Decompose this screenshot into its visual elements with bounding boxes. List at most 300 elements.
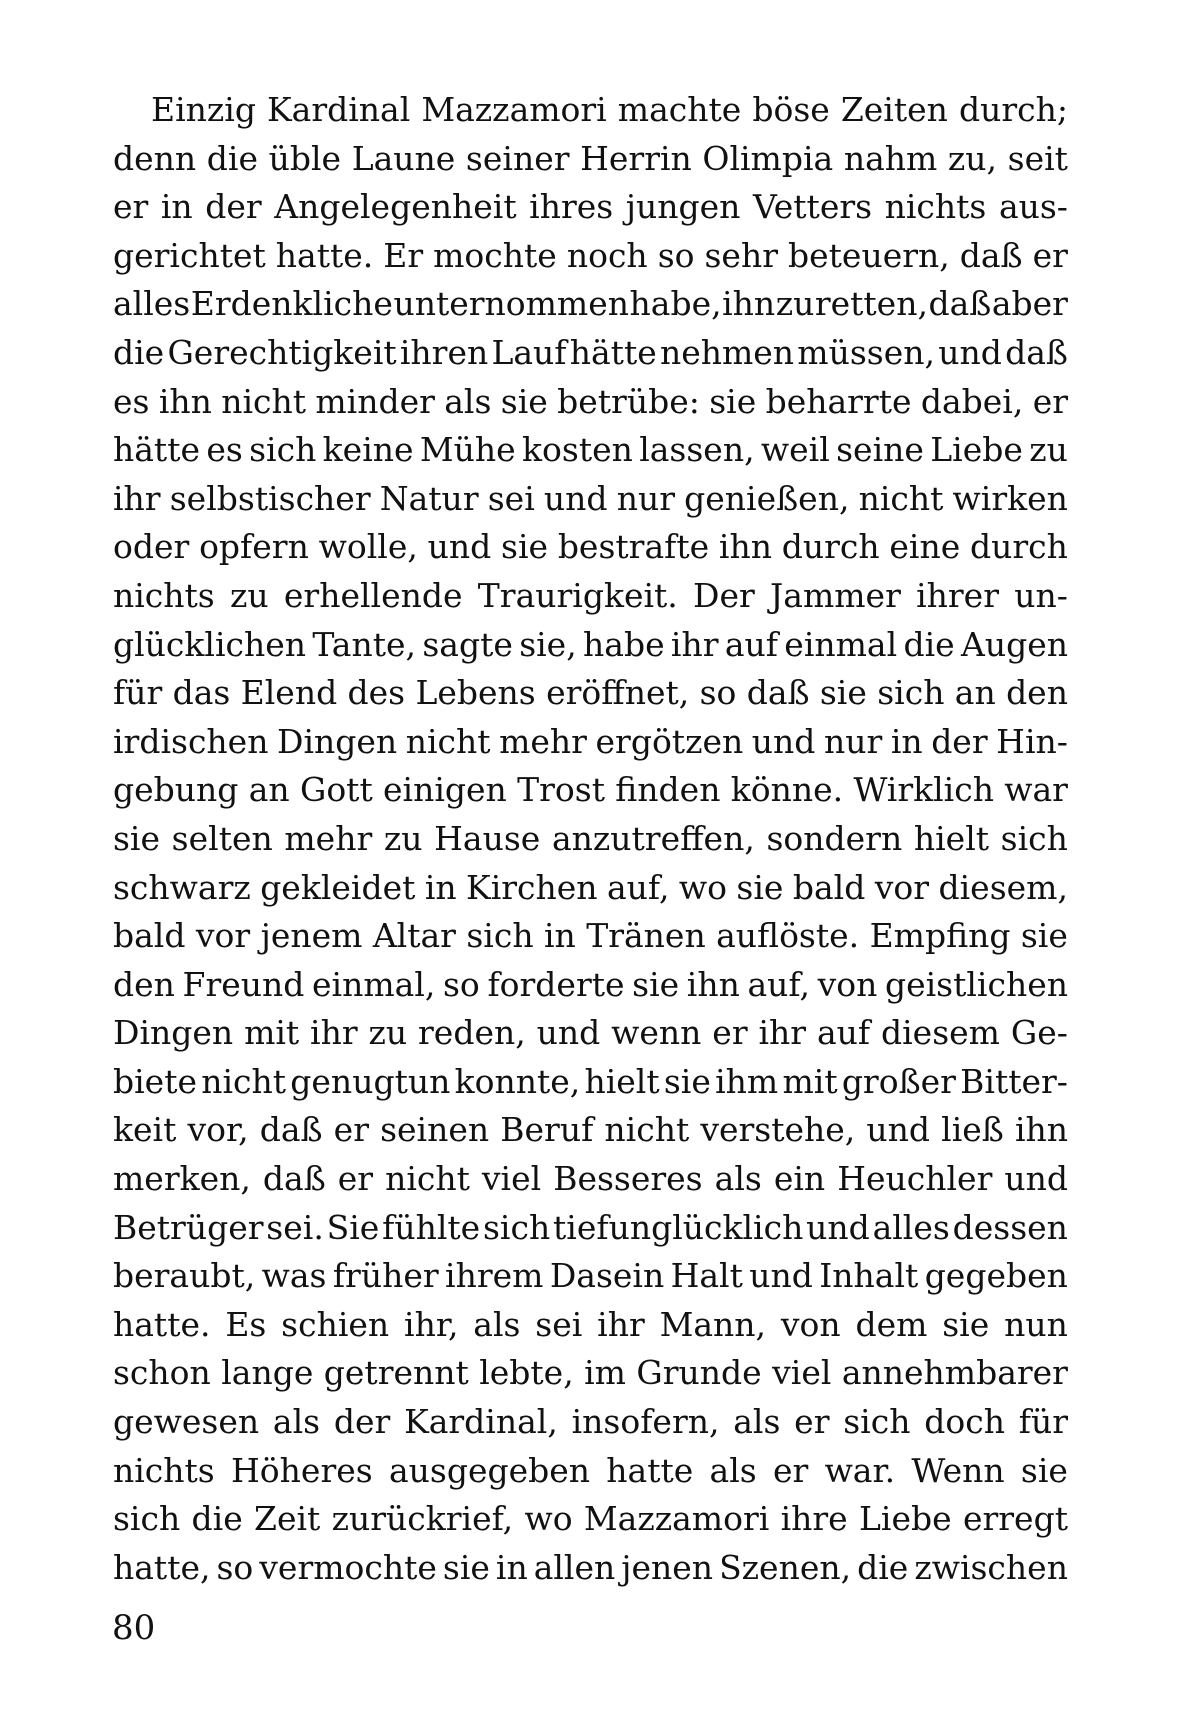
word: schon [113,1353,211,1393]
word: auf, [606,867,670,907]
word: Mann, [659,1304,767,1344]
word: durch [781,527,880,567]
word: die [113,332,165,372]
word: un- [1014,575,1068,615]
text-line [113,183,1068,232]
text-line [113,475,1068,524]
word: im [584,1353,626,1393]
word: wo [524,1499,573,1539]
word: als [272,1402,321,1442]
text-line [113,766,1068,815]
word: in [495,1547,528,1587]
word: gebung [113,770,239,810]
word: aus- [998,187,1068,227]
word: so [657,235,695,275]
word: diesem [880,1013,1000,1053]
word: einmal [784,624,898,664]
word: zwischen [914,1547,1068,1587]
word: es [206,430,243,470]
word: ihrer [916,575,999,615]
word: nicht [221,381,307,421]
word: forderte [487,964,625,1004]
word: sei. [266,1207,324,1247]
word: hielt [584,1061,660,1101]
word: mit [782,1061,838,1101]
word: sich [113,1499,181,1539]
word: bald [792,867,866,907]
word: vor [195,916,251,956]
word: opfern [199,527,309,567]
word: Heuchler [837,1159,993,1199]
word: Mazzamori [421,90,607,129]
word: Höheres [231,1450,373,1490]
word: als [709,1450,757,1490]
word: müssen, [797,332,935,372]
word: dem [855,1304,928,1344]
word: zurückrief, [331,1499,514,1539]
word: und [806,1207,870,1247]
word: seine [836,430,924,470]
word: Dingen [113,1013,234,1053]
word: und [1004,1159,1068,1199]
word: selbstischer [169,478,371,518]
word: ausgegeben [388,1450,591,1490]
word: von [817,964,878,1004]
word: Lebens [415,673,536,713]
word: Der [693,575,755,615]
word: jenem [260,916,363,956]
text-line [113,669,1068,718]
word: Dingen [277,721,398,761]
page-number: 80 [112,1608,156,1648]
word: nicht [858,478,944,518]
word: Traurigkeit. [477,575,678,615]
word: er [113,187,149,227]
word: unternommen [393,284,629,324]
text-line [113,426,1068,475]
word: den [113,964,175,1004]
word: keine [322,430,414,470]
word: der [931,721,988,761]
word: das [172,673,231,713]
word: bald [113,916,186,956]
word: als [733,1402,781,1442]
word: minder [315,381,435,421]
word: doch [924,1402,1005,1442]
word: er [333,1110,369,1150]
word: Natur [379,478,479,518]
word: daß [262,1159,326,1199]
word: Szenen, [719,1547,852,1587]
word: retten, [814,284,928,324]
word: Zeit [254,1499,321,1539]
word: Liebe [930,430,1023,470]
word: vor, [187,1110,249,1150]
word: Hin- [996,721,1068,761]
word: Empfing [869,916,1011,956]
word: lebte, [479,1353,574,1393]
word: auf, [747,964,810,1004]
word: insofern, [571,1402,720,1442]
word: ihn [1014,1110,1068,1150]
word: Halt [670,1256,743,1296]
word: Laune [351,138,456,178]
word: einmal, [312,964,436,1004]
text-line [113,621,1068,670]
word: böse [752,90,830,129]
word: habe, [629,284,722,324]
word: alles [872,1207,950,1247]
word: er [712,1013,748,1053]
word: vermochte [259,1547,437,1587]
word: und [751,721,816,761]
word: und [938,332,1002,372]
word: genugtun [290,1061,451,1101]
text-line [113,1155,1068,1204]
word: merken, [113,1159,251,1199]
word: sehr [704,235,778,275]
word: ihn [718,527,772,567]
word: sie [663,1061,711,1101]
word: habe [583,624,665,664]
body-text [113,86,1068,1592]
word: seinen [380,1110,490,1150]
word: vor [874,867,930,907]
word: in [160,187,193,227]
word: aber [991,284,1068,324]
word: gerichtet [113,235,266,275]
word: Wenn [911,1450,1005,1490]
word: annehmbarer [841,1353,1068,1393]
text-line [113,1204,1068,1253]
word: sie [501,527,549,567]
word: Mazzamori [583,1499,770,1539]
word: sie [709,381,757,421]
word: sie [113,818,161,858]
word: zu, [947,138,998,178]
word: als [444,381,492,421]
text-line [113,523,1068,572]
word: sie [736,867,784,907]
word: mehr [499,721,587,761]
word: daß [1005,332,1068,372]
text-line [113,1009,1068,1058]
word: Kirchen [466,867,598,907]
word: in [424,867,457,907]
word: allen [533,1547,616,1587]
text-line [113,1349,1068,1398]
word: diesem, [938,867,1068,907]
word: Wirklich [853,770,994,810]
word: Freund [182,964,305,1004]
word: sie [1020,1450,1068,1490]
text-line [113,864,1068,913]
word: schien [281,1304,390,1344]
word: biete [113,1061,197,1101]
word: kosten [522,430,633,470]
word: für [1018,1402,1068,1442]
text-line [113,815,1068,864]
word: beteuern, [788,235,950,275]
word: hielt [913,818,990,858]
word: finden [615,770,721,810]
word: ergötzen [595,721,744,761]
text-line [113,1058,1068,1107]
word: sagte [422,624,513,664]
word: Elend [240,673,338,713]
word: die [857,1547,909,1587]
word: Sie [326,1207,380,1247]
word: als [714,1159,762,1199]
text-line [113,1544,1068,1593]
word: wolle, [318,527,418,567]
word: Liebe [859,1499,952,1539]
word: wirken [952,478,1068,518]
word: nahm [843,138,938,178]
word: erhellende [283,575,463,615]
word: lassen, [639,430,755,470]
word: noch [566,235,648,275]
word: zu [230,575,269,615]
word: oder [113,527,190,567]
text-line [113,1106,1068,1155]
word: nur [823,721,883,761]
word: erregt [962,1499,1068,1539]
word: ihr [758,1013,807,1053]
word: nehmen [659,332,795,372]
word: nur [616,478,675,518]
word: daß [959,235,1023,275]
word: als [473,1304,521,1344]
word: nichts [113,1450,215,1490]
word: dessen [952,1207,1068,1247]
word: nicht [385,1159,470,1199]
word: eröffnet, [546,673,690,713]
word: war. [824,1450,896,1490]
word: den [1006,673,1068,713]
word: durch [970,527,1068,567]
word: dabei, [920,381,1024,421]
word: Altar [372,916,456,956]
word: tiefunglücklich [553,1207,804,1247]
word: ihren [399,332,489,372]
word: verstehe, [700,1110,856,1150]
word: ließ [941,1110,1004,1150]
word: genießen, [684,478,850,518]
word: ihre [780,1499,848,1539]
word: Kardinal, [404,1402,558,1442]
word: denn [113,138,197,178]
word: sie [632,964,680,1004]
word: gegeben [924,1256,1068,1296]
word: Grunde [636,1353,762,1393]
word: hatte. [113,1304,211,1344]
word: nicht [201,1061,287,1101]
word: ihn [686,964,740,1004]
word: nicht [604,1110,690,1150]
word: auf [816,1013,871,1053]
word: daß [928,284,992,324]
word: lange [221,1353,314,1393]
word: sie [442,1547,490,1587]
word: könne. [730,770,844,810]
word: jenen [621,1547,714,1587]
word: und [427,527,492,567]
word: er [1032,381,1068,421]
word: ihr [670,624,719,664]
word: in [544,916,576,956]
text-line [113,378,1068,427]
word: sie [500,381,548,421]
word: es [113,381,150,421]
word: hatte, [113,1547,211,1587]
word: Tränen [586,916,706,956]
word: mochte [433,235,557,275]
word: beharrte [765,381,912,421]
text-line [113,232,1068,281]
word: an [248,770,290,810]
word: mehr [284,818,373,858]
word: Hause [434,818,541,858]
word: beraubt, [113,1256,256,1296]
word: Betrüger [113,1207,264,1247]
word: seit [1007,138,1068,178]
word: des [347,673,406,713]
word: Angelegenheit [274,187,517,227]
word: jungen [625,187,741,227]
word: Trost [517,770,605,810]
word: ihres [529,187,614,227]
word: konnte, [454,1061,581,1101]
word: keit [113,1110,177,1150]
word: an [954,673,996,713]
word: irdischen [113,721,269,761]
word: Dasein [549,1256,665,1296]
word: sich [1000,818,1068,858]
word: zu [1029,430,1068,470]
word: früher [332,1256,439,1296]
word: zu [775,284,815,324]
word: sei [535,1304,583,1344]
text-line [113,912,1068,961]
word: er [337,1159,374,1199]
word: nun [1004,1304,1068,1344]
word: durch; [958,90,1068,129]
word: nicht [405,721,491,761]
word: geistlichen [884,964,1068,1004]
word: daß [259,1110,323,1150]
word: sich [482,1207,551,1247]
word: nichts [884,187,987,227]
word: war [1004,770,1068,810]
word: Bitter- [960,1061,1068,1101]
word: Es [225,1304,267,1344]
word: ihr [597,1304,645,1344]
word: Er [383,235,424,275]
word: Gerechtigkeit [167,332,397,372]
word: Besseres [553,1159,703,1199]
word: er [772,1450,809,1490]
word: und [543,478,608,518]
word: Gott [299,770,373,810]
word: viel [772,1353,832,1393]
word: gewesen [113,1402,260,1442]
word: schwarz [113,867,251,907]
word: ihn [722,284,776,324]
word: Olimpia [702,138,834,178]
word: hatte. [275,235,374,275]
word: betrübe: [557,381,700,421]
word: auf [724,624,778,664]
word: in [890,721,923,761]
word: sich [877,673,945,713]
word: hätte [569,332,657,372]
word: sie, [519,624,577,664]
word: der [333,1402,391,1442]
text-line [113,1495,1068,1544]
text-line [113,86,1068,135]
word: selten [171,818,273,858]
word: ihr, [404,1304,459,1344]
word: so [216,1547,254,1587]
word: die [903,624,955,664]
word: bestrafte [557,527,710,567]
word: ihm [715,1061,779,1101]
word: Zeiten [840,90,948,129]
word: machte [617,90,742,129]
word: getrennt [323,1353,469,1393]
word: Vetters [752,187,873,227]
word: und [536,1013,601,1053]
word: der [205,187,262,227]
word: wenn [611,1013,702,1053]
word: weil [760,430,830,470]
word: großer [841,1061,956,1101]
word: Kardinal [267,90,411,129]
word: Inhalt [819,1256,919,1296]
word: fühlte [382,1207,481,1247]
word: ihn [158,381,212,421]
word: sich [249,430,317,470]
word: glücklichen [113,624,307,664]
text-line [113,572,1068,621]
word: hätte [113,430,200,470]
word: Lauf [491,332,567,372]
word: viel [481,1159,542,1199]
word: Beruf [500,1110,594,1150]
word: üble [268,138,342,178]
word: und [866,1110,931,1150]
word: Tante, [312,624,417,664]
text-line [113,135,1068,184]
word: einigen [383,770,507,810]
word: Jammer [770,575,901,615]
word: sie [819,673,867,713]
word: sei [487,478,535,518]
word: Einzig [151,90,256,129]
word: mit [244,1013,300,1053]
text-line [113,961,1068,1010]
word: Herrin [580,138,692,178]
word: eine [889,527,961,567]
word: daß [746,673,810,713]
text-line [113,1398,1068,1447]
word: gekleidet [260,867,416,907]
word: zu [383,818,423,858]
word: die [206,138,258,178]
word: sie [1020,916,1068,956]
word: sie [942,1304,990,1344]
